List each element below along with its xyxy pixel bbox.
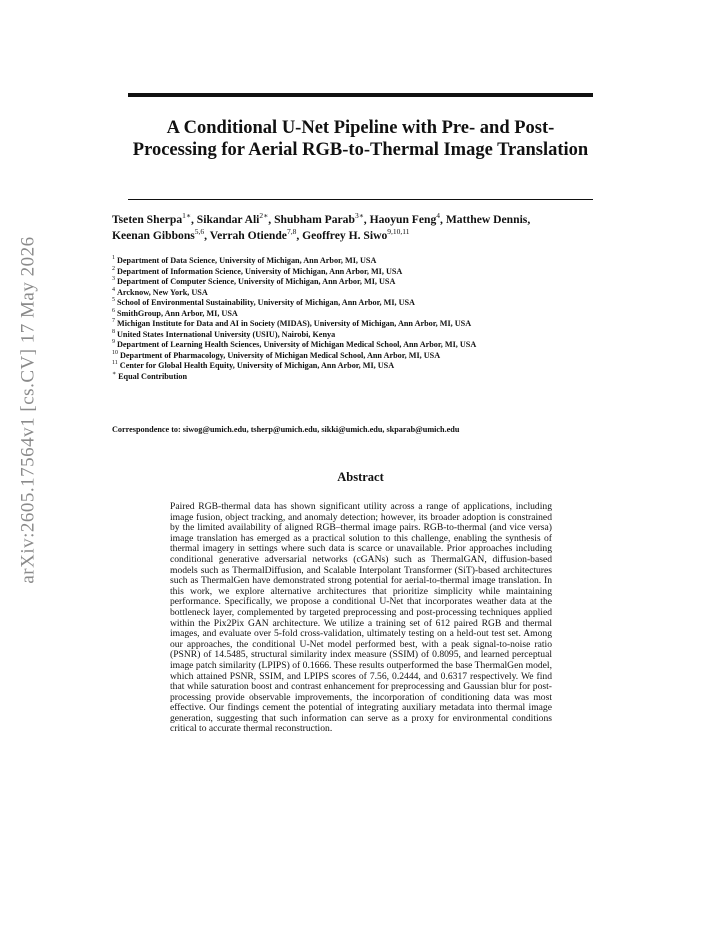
author-name: Verrah Otiende [209,229,287,242]
affiliation-text: Department of Computer Science, University of Michigan, Ann Arbor, MI, USA [117,277,396,286]
affiliation-text: Department of Information Science, University of Michigan, Ann Arbor, MI, USA [117,266,403,276]
author-affiliation-mark: 5,6 [194,227,205,237]
title-top-rule [128,93,593,97]
affiliation-mark: 11 [112,360,118,367]
arxiv-identifier [16,220,42,600]
author-name: Keenan Gibbons [112,229,195,242]
affiliation-text: School of Environmental Sustainability, University of Michigan, Ann Arbor, MI, USA [117,298,415,307]
affiliation-item [112,277,632,288]
author-list: Tseten Sherpa$^{1∗}$, Sikandar Ali$^{2∗}$, Shubham Parab$^{3∗}$, Haoyun Feng$^4$, Matthew Dennis, Keenan Gibbons$^{5,6}$, Verrah Otiende$^{7,8}$, Geoffrey H. Siwo$^{9,10,11}$ [112,211,531,242]
affiliation-item [112,309,632,320]
affiliation-mark: 1 [112,255,115,262]
affiliation-text: Equal Contribution [118,371,188,381]
affiliation-mark: 6 [112,307,115,314]
affiliation-item [112,372,632,383]
author-name: Matthew Dennis [445,213,528,226]
affiliation-text: Arcknow, New York, USA [117,287,208,297]
affiliation-item [112,351,632,362]
author-affiliation-mark: 4 [436,211,441,221]
arxiv-identifier-text: arXiv:2605.17564v1 [cs.CV] 17 May 2026 [18,236,39,584]
affiliation-text: Department of Data Science, University of Michigan, Ann Arbor, MI, USA [117,256,377,265]
affiliation-mark: 7 [112,318,115,325]
author-affiliation-mark: 1∗ [182,211,191,221]
affiliation-mark: 4 [112,286,115,293]
affiliation-item [112,361,632,372]
author-affiliation-mark: 2∗ [259,211,269,221]
affiliation-item [112,340,632,351]
affiliation-mark: ∗ [112,370,117,377]
title-bottom-rule [128,199,593,200]
affiliation-text: Center for Global Health Equity, University of Michigan, Ann Arbor, MI, USA [119,361,395,370]
abstract-body: Paired RGB-thermal data has shown significant utility across a range of applications, including image fusion, object tracking, and anomaly detection; however, its broader adoption is constrained by the limited availability of aligned RGB–thermal image pairs. RGB-to-thermal (and vice versa) image translation has emerged as a practical solution to this challenge, enabling the synthesis of thermal imagery in settings where such data is scarce or unavailable. Prior approaches including conditional generative adversarial networks (cGANs) such as ThermalGAN, diffusion-based models such as ThermalDiffusion, and Scalable Interpolant Transformer (SiT)-based architectures such as ThermalGen have demonstrated strong potential for aerial-to-thermal image translation. In this work, we explore alternative architectures that prioritize simplicity while maintaining performance. Specifically, we propose a conditional U-Net that incorporates weather data at the bottleneck layer, complemented by targeted preprocessing and post-processing techniques applied within the Pix2Pix GAN architecture. We utilize a training set of 612 paired RGB and thermal images, and evaluate over 5-fold cross-validation, ultimately testing on a held-out test set. Among our approaches, the conditional U-Net model performed best, with a peak signal-to-noise ratio (PSNR) of 14.5485, structural similarity index measure (SSIM) of 0.8095, and learned perceptual image patch similarity (LPIPS) of 0.1666. These results outperformed the base ThermalGen model, which attained PSNR, SSIM, and LPIPS scores of 7.56, 0.2444, and 0.6317 respectively. We find that while saturation boost and contrast enhancement for preprocessing and Gaussian blur for post-processing provide observable improvements, the incorporation of conditioning data was most effective. Our findings cement the potential of integrating auxiliary metadata into thermal image generation, suggesting that such information can serve as a proxy for environmental conditions critical to accurate thermal reconstruction. [170,501,552,735]
correspondence-line: Correspondence to: siwog@umich.edu, tsherp@umich.edu, sikki@umich.edu, skparab@umich.edu [112,425,460,434]
author-affiliation-mark: 9,10,11 [387,227,410,237]
affiliation-item [112,319,632,330]
affiliation-list [112,256,632,382]
author-name: Tseten Sherpa [112,213,183,226]
author-name: Geoffrey H. Siwo [302,229,388,242]
author-affiliation-mark: 7,8 [286,227,297,237]
affiliation-item [112,330,632,341]
affiliation-mark: 3 [112,276,115,283]
affiliation-text: Michigan Institute for Data and AI in Society (MIDAS), University of Michigan, Ann Arbor, MI, USA [117,319,472,328]
affiliation-text: Department of Learning Health Sciences, University of Michigan Medical School, Ann Arbor, MI, USA [117,340,477,349]
affiliation-text: Department of Pharmacology, University of Michigan Medical School, Ann Arbor, MI, USA [120,350,441,360]
affiliation-item [112,267,632,278]
author-name: Sikandar Ali [196,213,260,226]
author-affiliation-mark: 3∗ [354,211,364,221]
affiliation-text: SmithGroup, Ann Arbor, MI, USA [117,308,238,318]
author-name: Haoyun Feng [369,213,437,226]
affiliation-item [112,288,632,299]
affiliation-mark: 9 [112,339,115,346]
affiliation-item [112,256,632,267]
affiliation-item [112,298,632,309]
author-name: Shubham Parab [274,213,355,226]
affiliation-mark: 5 [112,297,115,304]
affiliation-text: United States International University (USIU), Nairobi, Kenya [117,329,336,339]
paper-title: A Conditional U-Net Pipeline with Pre- and Post-Processing for Aerial RGB-to-Thermal Image Translation [132,118,589,160]
affiliation-mark: 2 [112,265,115,272]
affiliation-mark: 8 [112,328,115,335]
affiliation-mark: 10 [112,349,118,356]
abstract-heading: Abstract [337,470,384,484]
